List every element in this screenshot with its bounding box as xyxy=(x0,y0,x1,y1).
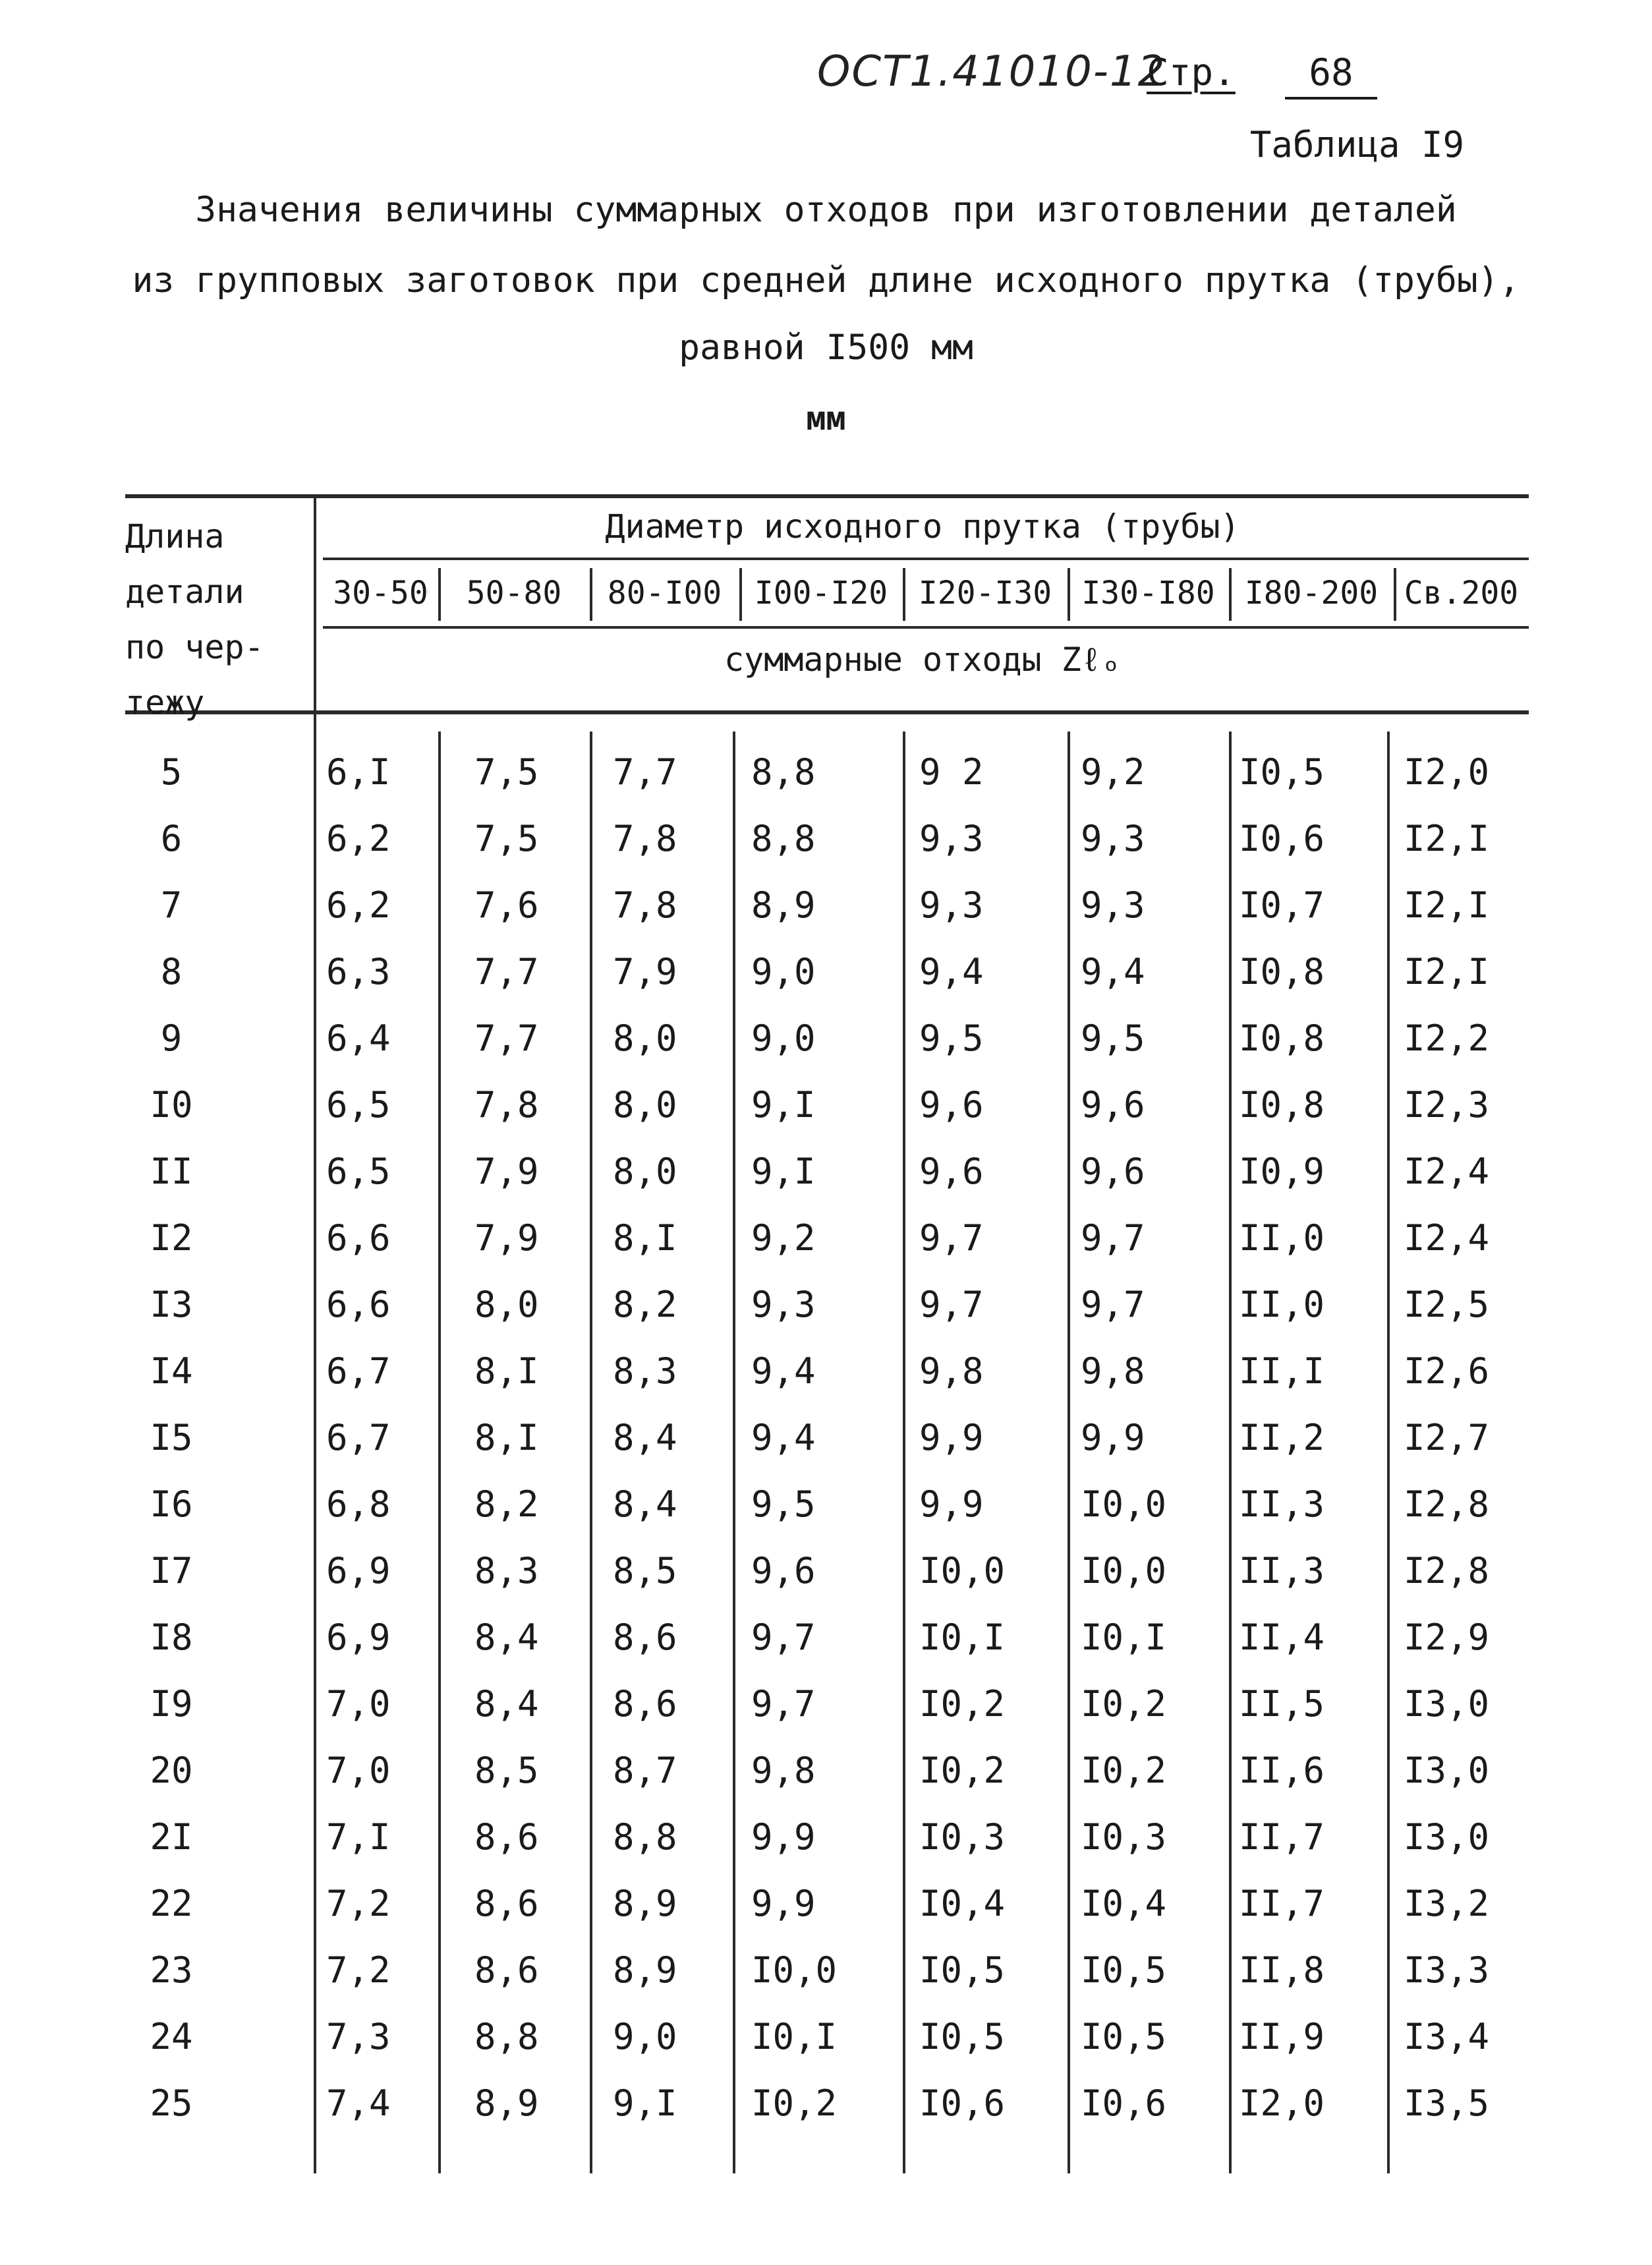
table-cell: 9,6 xyxy=(1081,1084,1145,1126)
table-cell: I0,0 xyxy=(1081,1483,1167,1525)
table-cell: 8,2 xyxy=(474,1483,539,1525)
table-row xyxy=(0,2069,1652,2135)
table-cell: II,0 xyxy=(1239,1284,1325,1325)
table-cell: II,I xyxy=(1239,1350,1325,1392)
table-cell: 9,4 xyxy=(751,1350,816,1392)
table-cell: 8,0 xyxy=(613,1151,677,1192)
table-cell: 9,6 xyxy=(919,1084,984,1126)
table-cell: I0,9 xyxy=(1239,1151,1325,1192)
table-cell: I2,5 xyxy=(1404,1284,1490,1325)
row-length: 25 xyxy=(150,2082,193,2124)
table-cell: II,0 xyxy=(1239,1217,1325,1259)
row-length: I8 xyxy=(150,1617,193,1658)
table-cell: 9,I xyxy=(613,2082,677,2124)
table-cell: 8,6 xyxy=(474,1949,539,1991)
document-code: ОСТ1.41010-12 xyxy=(817,47,1166,96)
table-cell: 7,8 xyxy=(613,884,677,926)
length-column-header xyxy=(125,509,264,730)
waste-header: суммарные отходы Zℓₒ xyxy=(724,641,1121,679)
table-cell: I0,I xyxy=(751,2016,838,2057)
table-row xyxy=(0,1603,1652,1669)
table-cell: II,3 xyxy=(1239,1550,1325,1591)
table-cell: I0,4 xyxy=(1081,1883,1167,1924)
table-cell: I0,6 xyxy=(919,2082,1006,2124)
table-cell: 8,6 xyxy=(474,1816,539,1858)
table-cell: 9,8 xyxy=(1081,1350,1145,1392)
row-length: 7 xyxy=(160,884,183,926)
table-cell: I2,8 xyxy=(1404,1550,1490,1591)
table-cell: 9,7 xyxy=(1081,1284,1145,1325)
table-cell: 6,9 xyxy=(326,1617,391,1658)
table-cell: I0,2 xyxy=(919,1750,1006,1791)
table-cell: 6,I xyxy=(326,751,391,793)
table-cell: II,3 xyxy=(1239,1483,1325,1525)
units-label: мм xyxy=(806,399,846,438)
table-row xyxy=(0,738,1652,804)
table-cell: 8,8 xyxy=(751,751,816,793)
diameter-range-7: I80-200 xyxy=(1244,575,1379,612)
table-cell: 9,3 xyxy=(1081,884,1145,926)
table-cell: 7,6 xyxy=(474,884,539,926)
table-cell: I0,5 xyxy=(919,2016,1006,2057)
table-cell: I0,5 xyxy=(1239,751,1325,793)
table-cell: 9,I xyxy=(751,1084,816,1126)
table-cell: 9,9 xyxy=(751,1816,816,1858)
table-cell: I0,2 xyxy=(1081,1683,1167,1725)
table-cell: I2,2 xyxy=(1404,1018,1490,1059)
table-cell: I0,I xyxy=(919,1617,1006,1658)
table-row xyxy=(0,1071,1652,1137)
table-cell: 6,7 xyxy=(326,1417,391,1458)
table-cell: I0,0 xyxy=(751,1949,838,1991)
table-cell: I2,0 xyxy=(1239,2082,1325,2124)
table-cell: I0,7 xyxy=(1239,884,1325,926)
length-header-line-2: детали xyxy=(125,573,244,611)
diameter-range-1: 30-50 xyxy=(333,575,428,612)
row-length: 22 xyxy=(150,1883,193,1924)
diameter-range-3: 80-I00 xyxy=(607,575,722,612)
table-row xyxy=(0,871,1652,937)
table-cell: I0,4 xyxy=(919,1883,1006,1924)
table-cell: 9,4 xyxy=(919,951,984,992)
range-divider xyxy=(1394,568,1396,621)
table-cell: II,7 xyxy=(1239,1816,1325,1858)
row-length: 20 xyxy=(150,1750,193,1791)
table-cell: 8,7 xyxy=(613,1750,677,1791)
table-cell: 7,2 xyxy=(326,1883,391,1924)
table-cell: I3,3 xyxy=(1404,1949,1490,1991)
row-length: I5 xyxy=(150,1417,193,1458)
table-cell: I2,6 xyxy=(1404,1350,1490,1392)
diameter-range-5: I20-I30 xyxy=(918,575,1052,612)
table-cell: 8,I xyxy=(474,1350,539,1392)
table-cell: 9,0 xyxy=(751,1018,816,1059)
table-cell: 7,5 xyxy=(474,751,539,793)
table-cell: I2,0 xyxy=(1404,751,1490,793)
table-row xyxy=(0,1337,1652,1403)
table-title-line-2: из групповых заготовок при средней длине исходного прутка (трубы), xyxy=(132,260,1520,301)
range-divider xyxy=(1068,568,1070,621)
table-cell: 8,9 xyxy=(751,884,816,926)
table-cell: 6,4 xyxy=(326,1018,391,1059)
row-length: 6 xyxy=(160,818,183,859)
table-number: Таблица I9 xyxy=(1249,124,1464,165)
table-cell: 8,6 xyxy=(613,1617,677,1658)
table-cell: I3,2 xyxy=(1404,1883,1490,1924)
range-divider xyxy=(903,568,905,621)
table-cell: I0,8 xyxy=(1239,951,1325,992)
table-cell: 7,7 xyxy=(474,951,539,992)
table-cell: II,7 xyxy=(1239,1883,1325,1924)
table-cell: II,5 xyxy=(1239,1683,1325,1725)
table-cell: I0,I xyxy=(1081,1617,1167,1658)
table-cell: 9,6 xyxy=(751,1550,816,1591)
length-header-line-1: Длина xyxy=(125,517,225,556)
table-title-line-3: равной I500 мм xyxy=(679,328,973,368)
table-row xyxy=(0,1803,1652,1869)
table-cell: 9,8 xyxy=(751,1750,816,1791)
table-cell: 9,8 xyxy=(919,1350,984,1392)
table-cell: 9,2 xyxy=(1081,751,1145,793)
table-cell: 9,9 xyxy=(751,1883,816,1924)
table-cell: 9,0 xyxy=(751,951,816,992)
row-length: I2 xyxy=(150,1217,193,1259)
table-top-rule xyxy=(125,494,1529,498)
table-cell: II,2 xyxy=(1239,1417,1325,1458)
table-cell: 9,3 xyxy=(919,818,984,859)
table-row xyxy=(0,1204,1652,1270)
table-cell: 7,4 xyxy=(326,2082,391,2124)
range-divider xyxy=(438,568,441,621)
row-length: I0 xyxy=(150,1084,193,1126)
table-cell: I2,I xyxy=(1404,818,1490,859)
table-cell: 8,5 xyxy=(613,1550,677,1591)
diameter-header: Диаметр исходного прутка (трубы) xyxy=(605,507,1240,546)
page-label: Стр. xyxy=(1147,51,1236,94)
table-cell: I2,9 xyxy=(1404,1617,1490,1658)
table-cell: 9,5 xyxy=(751,1483,816,1525)
table-cell: 9,7 xyxy=(919,1217,984,1259)
table-row xyxy=(0,938,1652,1004)
length-header-line-3: по чер- xyxy=(125,628,264,666)
table-cell: I2,I xyxy=(1404,951,1490,992)
table-cell: 6,6 xyxy=(326,1284,391,1325)
table-cell: I2,4 xyxy=(1404,1151,1490,1192)
table-cell: I2,8 xyxy=(1404,1483,1490,1525)
table-row xyxy=(0,2003,1652,2069)
table-cell: 9,3 xyxy=(919,884,984,926)
table-cell: I0,3 xyxy=(919,1816,1006,1858)
table-cell: 8,9 xyxy=(474,2082,539,2124)
table-cell: II,9 xyxy=(1239,2016,1325,2057)
table-cell: 9,4 xyxy=(1081,951,1145,992)
table-cell: 9,7 xyxy=(919,1284,984,1325)
table-cell: 9,3 xyxy=(1081,818,1145,859)
table-cell: 9,7 xyxy=(751,1617,816,1658)
row-length: 24 xyxy=(150,2016,193,2057)
table-row xyxy=(0,1404,1652,1470)
table-cell: 8,4 xyxy=(474,1617,539,1658)
table-cell: 8,5 xyxy=(474,1750,539,1791)
table-cell: 8,8 xyxy=(751,818,816,859)
table-cell: 8,4 xyxy=(474,1683,539,1725)
table-cell: 9 2 xyxy=(919,751,984,793)
table-cell: 9,9 xyxy=(919,1483,984,1525)
table-cell: I2,7 xyxy=(1404,1417,1490,1458)
range-divider xyxy=(1229,568,1232,621)
table-cell: I0,0 xyxy=(1081,1550,1167,1591)
range-header-rule xyxy=(323,626,1529,629)
table-cell: 6,5 xyxy=(326,1084,391,1126)
table-cell: I0,2 xyxy=(1081,1750,1167,1791)
table-cell: 6,2 xyxy=(326,818,391,859)
table-title-line-1: Значения величины суммарных отходов при изготовлении деталей xyxy=(195,190,1457,230)
table-cell: 6,5 xyxy=(326,1151,391,1192)
row-length: I9 xyxy=(150,1683,193,1725)
diameter-range-2: 50-80 xyxy=(466,575,562,612)
table-cell: II,8 xyxy=(1239,1949,1325,1991)
table-row xyxy=(0,1537,1652,1603)
table-cell: 7,3 xyxy=(326,2016,391,2057)
table-cell: 7,7 xyxy=(474,1018,539,1059)
table-cell: I3,0 xyxy=(1404,1816,1490,1858)
row-length: I6 xyxy=(150,1483,193,1525)
table-cell: 8,3 xyxy=(474,1550,539,1591)
table-row xyxy=(0,1670,1652,1736)
table-cell: 9,4 xyxy=(751,1417,816,1458)
row-length: 9 xyxy=(160,1018,183,1059)
table-cell: 9,7 xyxy=(751,1683,816,1725)
table-cell: 9,3 xyxy=(751,1284,816,1325)
table-cell: I0,6 xyxy=(1239,818,1325,859)
table-cell: 6,9 xyxy=(326,1550,391,1591)
table-cell: 8,8 xyxy=(613,1816,677,1858)
table-cell: 9,9 xyxy=(1081,1417,1145,1458)
diameter-range-6: I30-I80 xyxy=(1081,575,1215,612)
table-cell: 8,I xyxy=(613,1217,677,1259)
table-cell: I3,0 xyxy=(1404,1683,1490,1725)
table-cell: I2,4 xyxy=(1404,1217,1490,1259)
table-cell: I0,3 xyxy=(1081,1816,1167,1858)
table-cell: 9,9 xyxy=(919,1417,984,1458)
table-cell: 7,7 xyxy=(613,751,677,793)
table-cell: 9,5 xyxy=(1081,1018,1145,1059)
table-cell: I0,2 xyxy=(751,2082,838,2124)
range-divider xyxy=(739,568,742,621)
table-cell: I0,2 xyxy=(919,1683,1006,1725)
table-cell: I3,4 xyxy=(1404,2016,1490,2057)
row-length: I7 xyxy=(150,1550,193,1591)
table-cell: 7,9 xyxy=(474,1151,539,1192)
row-length: 8 xyxy=(160,951,183,992)
table-cell: I2,3 xyxy=(1404,1084,1490,1126)
table-cell: I0,6 xyxy=(1081,2082,1167,2124)
table-cell: I0,5 xyxy=(1081,1949,1167,1991)
diameter-header-rule xyxy=(323,558,1529,560)
length-header-line-4: тежу xyxy=(125,683,205,722)
table-row xyxy=(0,1004,1652,1070)
table-cell: 7,I xyxy=(326,1816,391,1858)
table-cell: II,6 xyxy=(1239,1750,1325,1791)
table-cell: I0,8 xyxy=(1239,1018,1325,1059)
table-cell: 8,I xyxy=(474,1417,539,1458)
table-cell: I0,5 xyxy=(1081,2016,1167,2057)
table-cell: 8,6 xyxy=(474,1883,539,1924)
table-cell: 6,2 xyxy=(326,884,391,926)
diameter-range-4: I00-I20 xyxy=(754,575,888,612)
table-cell: 7,2 xyxy=(326,1949,391,1991)
table-cell: 9,5 xyxy=(919,1018,984,1059)
header-bottom-rule xyxy=(125,710,1529,714)
table-row xyxy=(0,805,1652,871)
table-cell: 7,0 xyxy=(326,1750,391,1791)
table-cell: 9,6 xyxy=(919,1151,984,1192)
table-cell: 7,9 xyxy=(474,1217,539,1259)
table-cell: 8,9 xyxy=(613,1883,677,1924)
row-length: 23 xyxy=(150,1949,193,1991)
table-cell: I3,5 xyxy=(1404,2082,1490,2124)
table-cell: I0,8 xyxy=(1239,1084,1325,1126)
table-cell: 8,8 xyxy=(474,2016,539,2057)
table-cell: 7,9 xyxy=(613,951,677,992)
table-cell: 9,2 xyxy=(751,1217,816,1259)
table-cell: 8,3 xyxy=(613,1350,677,1392)
table-cell: 8,0 xyxy=(613,1018,677,1059)
table-row xyxy=(0,1271,1652,1336)
diameter-range-8: Св.200 xyxy=(1404,575,1519,612)
table-cell: 9,I xyxy=(751,1151,816,1192)
table-cell: 6,8 xyxy=(326,1483,391,1525)
table-cell: I0,0 xyxy=(919,1550,1006,1591)
table-cell: I2,I xyxy=(1404,884,1490,926)
table-cell: 7,8 xyxy=(474,1084,539,1126)
table-cell: 7,8 xyxy=(613,818,677,859)
table-cell: 8,4 xyxy=(613,1417,677,1458)
row-length: II xyxy=(150,1151,193,1192)
page-number: 68 xyxy=(1285,51,1377,100)
row-length: I4 xyxy=(150,1350,193,1392)
table-row xyxy=(0,1470,1652,1536)
row-length: 2I xyxy=(150,1816,193,1858)
table-cell: 8,6 xyxy=(613,1683,677,1725)
table-cell: 9,6 xyxy=(1081,1151,1145,1192)
table-row xyxy=(0,1936,1652,2002)
table-cell: 8,0 xyxy=(613,1084,677,1126)
table-cell: 8,0 xyxy=(474,1284,539,1325)
table-cell: 8,2 xyxy=(613,1284,677,1325)
row-length: 5 xyxy=(160,751,183,793)
table-cell: 8,9 xyxy=(613,1949,677,1991)
table-cell: 6,6 xyxy=(326,1217,391,1259)
table-cell: 6,7 xyxy=(326,1350,391,1392)
range-divider xyxy=(590,568,592,621)
table-cell: 7,0 xyxy=(326,1683,391,1725)
table-cell: 9,0 xyxy=(613,2016,677,2057)
table-cell: I3,0 xyxy=(1404,1750,1490,1791)
row-length: I3 xyxy=(150,1284,193,1325)
table-row xyxy=(0,1870,1652,1935)
table-cell: I0,5 xyxy=(919,1949,1006,1991)
table-cell: II,4 xyxy=(1239,1617,1325,1658)
table-row xyxy=(0,1736,1652,1802)
table-cell: 7,5 xyxy=(474,818,539,859)
table-row xyxy=(0,1137,1652,1203)
table-cell: 6,3 xyxy=(326,951,391,992)
table-cell: 8,4 xyxy=(613,1483,677,1525)
table-cell: 9,7 xyxy=(1081,1217,1145,1259)
